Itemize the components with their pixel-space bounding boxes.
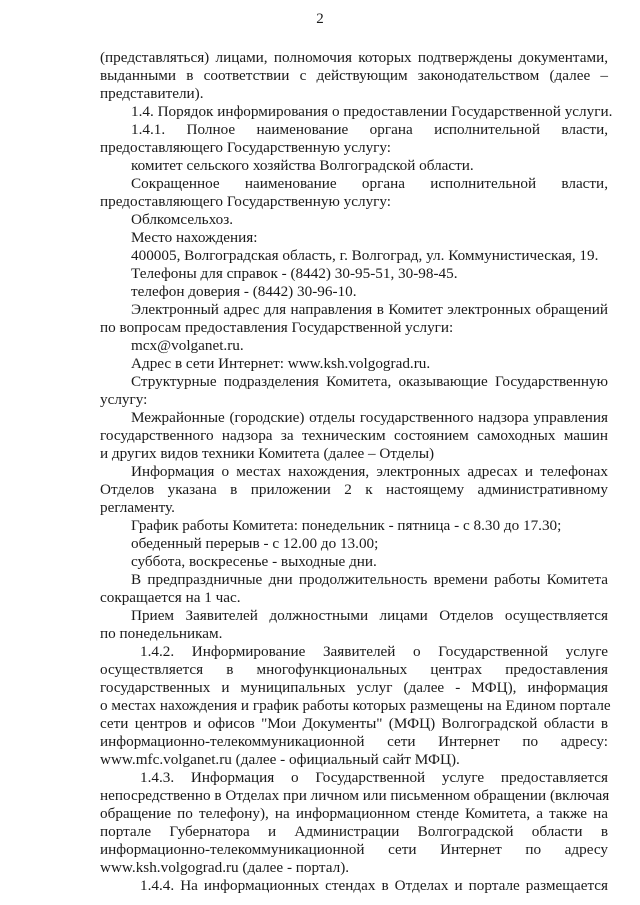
text-line: Прием Заявителей должностными лицами Отделов осуществляется xyxy=(131,607,608,624)
text-line: комитет сельского хозяйства Волгоградской области. xyxy=(131,157,474,174)
text-line: по вопросам предоставления Государственной услуги: xyxy=(100,319,454,336)
text-line: 1.4.3. Информация о Государственной услуге предоставляется xyxy=(140,769,608,786)
text-line: Телефоны для справок - (8442) 30-95-51, 30-98-45. xyxy=(131,265,458,282)
text-line: 1.4. Порядок информирования о предоставлении Государственной услуги. xyxy=(131,103,613,120)
text-line: и других видов техники Комитета (далее – Отделы) xyxy=(100,445,435,462)
text-line: государственного надзора за техническим состоянием самоходных машин xyxy=(100,427,608,444)
page-number: 2 xyxy=(316,11,324,27)
text-line: www.ksh.volgograd.ru (далее - портал). xyxy=(100,859,350,876)
email-text: mcx@volganet.ru. xyxy=(131,337,244,354)
text-line: информационно-телекоммуникационной сети Интернет по адресу xyxy=(100,841,608,858)
website-text: Адрес в сети Интернет: www.ksh.volgograd.ru. xyxy=(131,355,431,372)
text-line: информационно-телекоммуникационной сети Интернет по адресу: xyxy=(100,733,608,750)
text-line: суббота, воскресенье - выходные дни. xyxy=(131,553,377,570)
text-line: Сокращенное наименование органа исполнительной власти, xyxy=(131,175,608,192)
text-line: представители). xyxy=(100,85,204,102)
text-line: Электронный адрес для направления в Комитет электронных обращений xyxy=(131,301,608,318)
text-line: обращение по телефону), на информационном стенде Комитета, а также на xyxy=(100,805,608,822)
text-line: Место нахождения: xyxy=(131,229,258,246)
text-line: Структурные подразделения Комитета, оказывающие Государственную xyxy=(131,373,608,390)
text-line: 1.4.4. На информационных стендах в Отделах и портале размещается xyxy=(140,877,608,894)
text-line: Облкомсельхоз. xyxy=(131,211,233,228)
text-line: сокращается на 1 час. xyxy=(100,589,241,606)
text-line: Межрайонные (городские) отделы государственного надзора управления xyxy=(131,409,608,426)
text-line: 1.4.2. Информирование Заявителей о Государственной услуге xyxy=(140,643,608,660)
text-line: 1.4.1. Полное наименование органа исполнительной власти, xyxy=(131,121,608,138)
text-line: о местах нахождения и график работы которых размещены на Едином портале xyxy=(100,697,611,714)
text-line: непосредственно в Отделах при личном или письменном обращении (включая xyxy=(100,787,610,804)
text-line: услугу: xyxy=(100,391,148,408)
text-line: по понедельникам. xyxy=(100,625,223,642)
text-line: (представляться) лицами, полномочия которых подтверждены документами, xyxy=(100,49,608,66)
text-line: предоставляющего Государственную услугу: xyxy=(100,193,392,210)
text-line: телефон доверия - (8442) 30-96-10. xyxy=(131,283,357,300)
text-line: регламенту. xyxy=(100,499,175,516)
text-line: выданными в соответствии с действующим законодательством (далее – xyxy=(100,67,608,84)
text-line: сети центров и офисов "Мои Документы" (МФЦ) Волгоградской области в xyxy=(100,715,608,732)
text-line: портале Губернатора и Администрации Волгоградской области в xyxy=(100,823,608,840)
text-line: www.mfc.volganet.ru (далее - официальный сайт МФЦ). xyxy=(100,751,460,768)
text-line: Отделов указана в приложении 2 к настоящему административному xyxy=(100,481,608,498)
text-line: предоставляющего Государственную услугу: xyxy=(100,139,392,156)
text-line: 400005, Волгоградская область, г. Волгоград, ул. Коммунистическая, 19. xyxy=(131,247,599,264)
text-line: В предпраздничные дни продолжительность времени работы Комитета xyxy=(131,571,608,588)
text-line: государственных и муниципальных услуг (далее - МФЦ), информация xyxy=(100,679,608,696)
text-line: Информация о местах нахождения, электронных адресах и телефонах xyxy=(131,463,608,480)
text-line: осуществляется в многофункциональных центрах предоставления xyxy=(100,661,608,678)
text-line: обеденный перерыв - с 12.00 до 13.00; xyxy=(131,535,379,552)
text-line: График работы Комитета: понедельник - пятница - с 8.30 до 17.30; xyxy=(131,517,562,534)
